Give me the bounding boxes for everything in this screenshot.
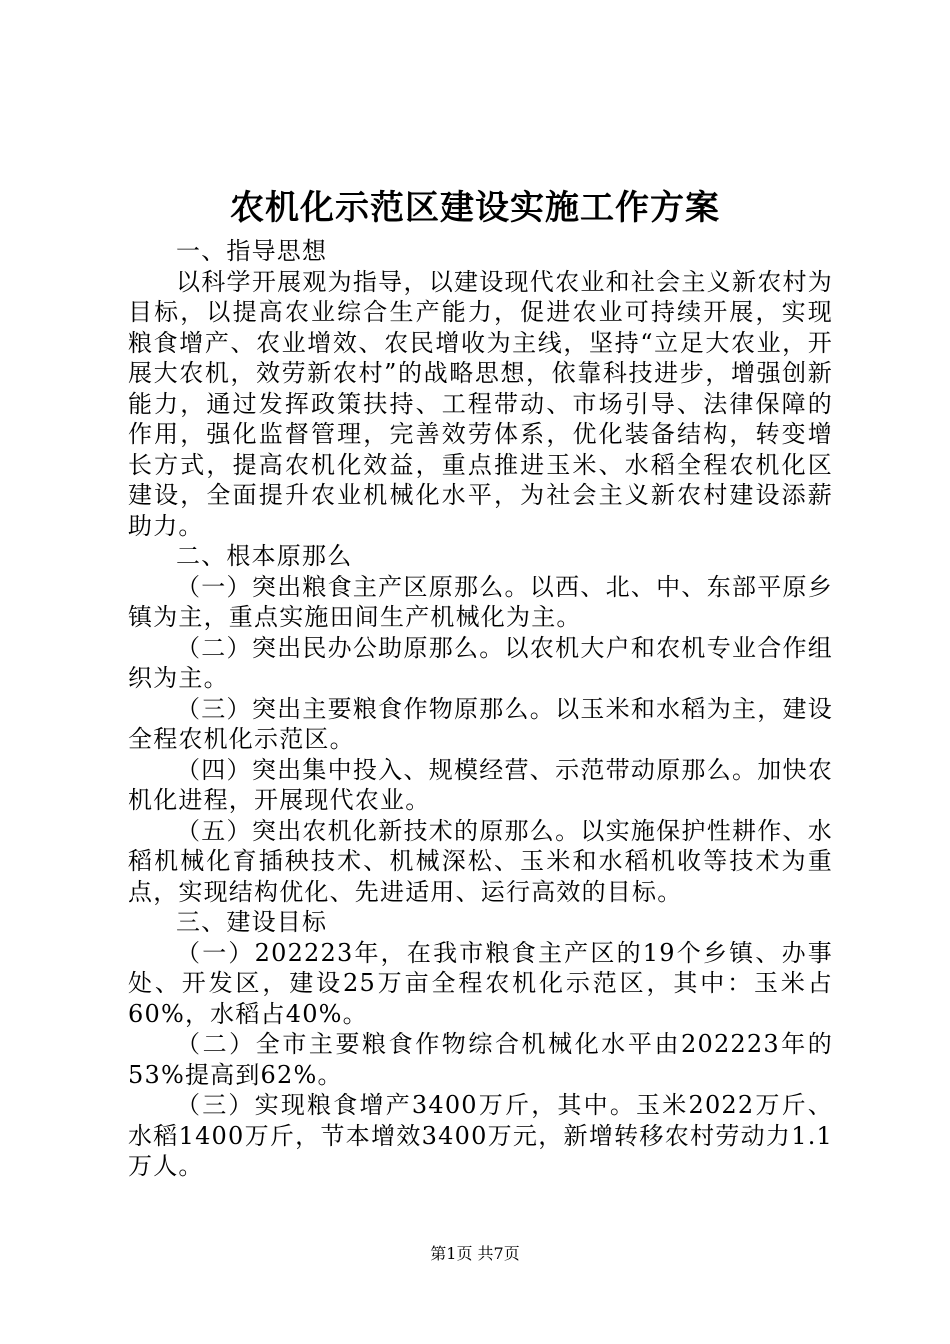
goal-item-1: （一）202223年，在我市粮食主产区的19个乡镇、办事处、开发区，建设25万亩全程农机化示范区，其中：玉米占60%，水稻占40%。 (128, 938, 833, 1028)
principle-item-2: （二）突出民办公助原那么。以农机大户和农机专业合作组织为主。 (128, 633, 833, 692)
section-heading-guiding-ideology: 一、指导思想 (176, 237, 328, 265)
principle-item-1: （一）突出粮食主产区原那么。以西、北、中、东部平原乡镇为主，重点实施田间生产机械化为主。 (128, 572, 833, 631)
section-heading-basic-principles: 二、根本原那么 (176, 542, 353, 570)
document-body (128, 236, 833, 1182)
principle-item-3: （三）突出主要粮食作物原那么。以玉米和水稻为主，建设全程农机化示范区。 (128, 694, 833, 753)
goal-item-2: （二）全市主要粮食作物综合机械化水平由202223年的53%提高到62%。 (128, 1030, 833, 1089)
principle-item-4: （四）突出集中投入、规模经营、示范带动原那么。加快农机化进程，开展现代农业。 (128, 755, 833, 814)
goal-item-3: （三）实现粮食增产3400万斤，其中。玉米2022万斤、水稻1400万斤，节本增效3400万元，新增转移农村劳动力1.1万人。 (128, 1091, 833, 1180)
principle-item-5: （五）突出农机化新技术的原那么。以实施保护性耕作、水稻机械化育插秧技术、机械深松、玉米和水稻机收等技术为重点，实现结构优化、先进适用、运行高效的目标。 (128, 816, 833, 906)
section-heading-construction-goals: 三、建设目标 (176, 908, 328, 936)
document-title: 农机化示范区建设实施工作方案 (230, 188, 720, 228)
paragraph-guiding-ideology: 以科学开展观为指导，以建设现代农业和社会主义新农村为目标，以提高农业综合生产能力，促进农业可持续开展，实现粮食增产、农业增效、农民增收为主线，坚持“立足大农业，开展大农机，效劳新农村”的战略思想，依靠科技进步，增强创新能力，通过发挥政策扶持、工程带动、市场引导、法律保障的作用，强化监督管理，完善效劳体系，优化装备结构，转变增长方式，提高农机化效益，重点推进玉米、水稻全程农机化区建设，全面提升农业机械化水平，为社会主义新农村建设添薪助力。 (128, 267, 833, 540)
page-number-footer: 第1页 共7页 (430, 1244, 520, 1263)
